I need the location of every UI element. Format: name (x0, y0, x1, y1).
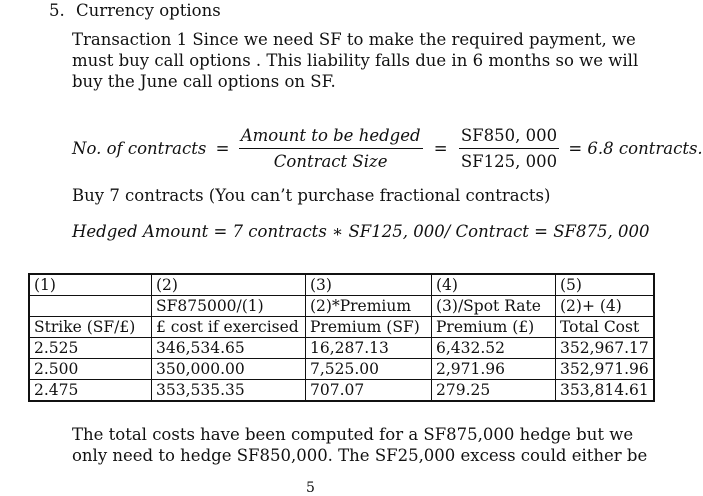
fraction-numerator: Amount to be hedged (239, 126, 423, 149)
table-header-cell: £ cost if exercised (152, 317, 306, 338)
table-cell: 2.500 (29, 359, 152, 380)
equation-lhs: No. of contracts (72, 139, 207, 158)
table-cell: 2,971.96 (432, 359, 556, 380)
table-header-cell: Premium (SF) (306, 317, 432, 338)
table-row (29, 274, 654, 296)
table-row (29, 359, 654, 380)
table-cell: 7,525.00 (306, 359, 432, 380)
table-cell: 353,535.35 (152, 380, 306, 402)
table-row (29, 296, 654, 317)
table-cell: (5) (556, 274, 654, 296)
table-cell: 6,432.52 (432, 338, 556, 359)
table-cell: (2) (152, 274, 306, 296)
table-row (29, 380, 654, 402)
fraction-numerator: SF850, 000 (459, 126, 559, 149)
buy-contracts-line: Buy 7 contracts (You can’t purchase fractional contracts) (72, 186, 551, 205)
table-cell: 2.475 (29, 380, 152, 402)
fraction-denominator: SF125, 000 (460, 152, 558, 171)
table-cell: 353,814.61 (556, 380, 654, 402)
table-cell: (3) (306, 274, 432, 296)
footer-line-2: only need to hedge SF850,000. The SF25,000 excess could either be (72, 446, 648, 465)
table-cell: (4) (432, 274, 556, 296)
intro-line-1: Transaction 1 Since we need SF to make the required payment, we (72, 30, 636, 49)
table-cell: 352,967.17 (556, 338, 654, 359)
table-cell: 16,287.13 (306, 338, 432, 359)
currency-options-table (28, 273, 655, 402)
table-cell: 707.07 (306, 380, 432, 402)
fraction-amount-over-size (239, 126, 423, 171)
fraction-denominator: Contract Size (273, 152, 388, 171)
table-header-row (29, 317, 654, 338)
table-cell: (2)*Premium (306, 296, 432, 317)
table-cell: 2.525 (29, 338, 152, 359)
section-number: 5. (49, 1, 65, 20)
table-row (29, 338, 654, 359)
page-number: 5 (306, 480, 315, 496)
table-cell: 279.25 (432, 380, 556, 402)
equals-sign: = (215, 139, 230, 158)
table-header-cell: Strike (SF/£) (29, 317, 152, 338)
table-header-cell: Total Cost (556, 317, 654, 338)
equation-result: = 6.8 contracts. (568, 139, 703, 158)
table-cell (29, 296, 152, 317)
intro-line-2: must buy call options . This liability falls due in 6 months so we will (72, 51, 639, 70)
table-cell: (1) (29, 274, 152, 296)
table-header-cell: Premium (£) (432, 317, 556, 338)
table-cell: 350,000.00 (152, 359, 306, 380)
fraction-sf-values (459, 126, 559, 171)
section-heading (49, 1, 221, 20)
table-cell: SF875000/(1) (152, 296, 306, 317)
intro-line-3: buy the June call options on SF. (72, 72, 336, 91)
footer-line-1: The total costs have been computed for a SF875,000 hedge but we (72, 425, 634, 444)
section-title: Currency options (76, 1, 221, 20)
table-cell: (3)/Spot Rate (432, 296, 556, 317)
table-cell: 346,534.65 (152, 338, 306, 359)
contracts-equation (72, 126, 703, 171)
hedged-amount-equation: Hedged Amount = 7 contracts ∗ SF125, 000/ Contract = SF875, 000 (72, 222, 650, 241)
table-cell: (2)+ (4) (556, 296, 654, 317)
table-cell: 352,971.96 (556, 359, 654, 380)
equals-sign: = (433, 139, 448, 158)
